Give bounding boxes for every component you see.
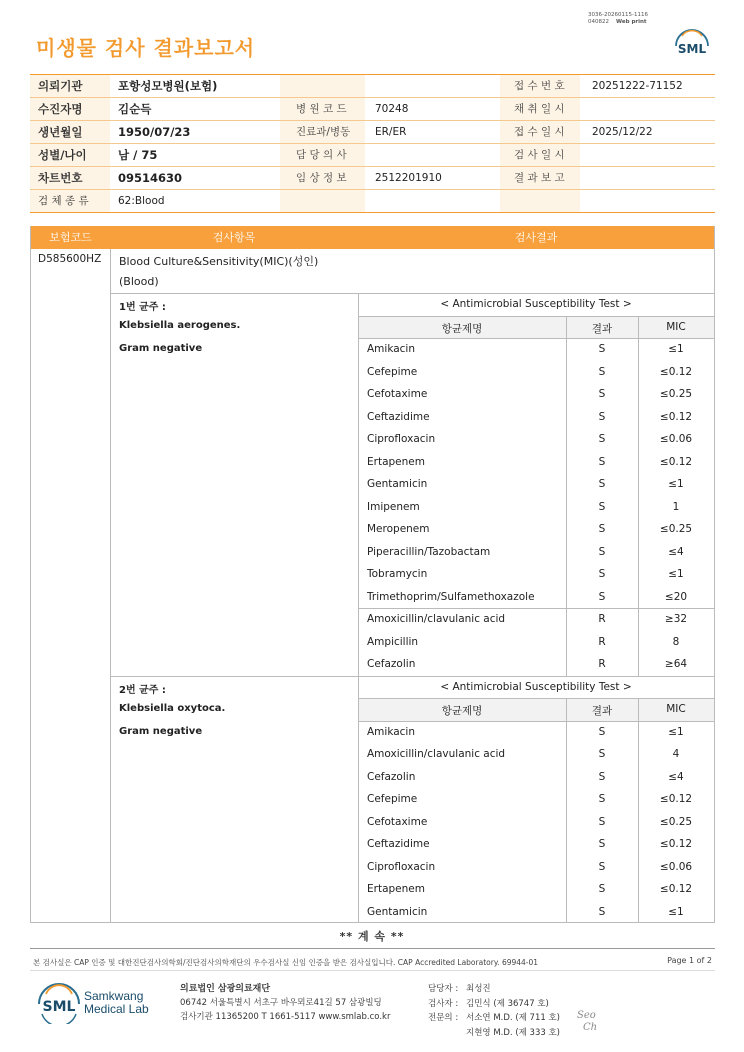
info-label: 수진자명 <box>30 98 110 120</box>
drug-result: R <box>598 635 606 648</box>
drug-mic: 4 <box>672 748 680 760</box>
info-label: 검 사 일 시 <box>500 144 580 166</box>
drug-mic: ≤0.25 <box>659 523 693 535</box>
info-value <box>375 75 495 97</box>
info-value <box>592 98 712 120</box>
sml-logo-bottom <box>36 982 82 1027</box>
drug-name: Amoxicillin/clavulanic acid <box>367 748 506 760</box>
gram-stain: Gram negative <box>119 343 203 354</box>
drug-result: S <box>598 793 606 805</box>
drug-result: S <box>598 815 606 828</box>
drug-name: Cefotaxime <box>367 815 428 828</box>
svg-text:SML: SML <box>677 42 707 56</box>
drug-name: Gentamicin <box>367 905 428 918</box>
drug-name: Amoxicillin/clavulanic acid <box>367 613 506 625</box>
drug-mic: ≤1 <box>668 343 684 355</box>
drug-result: S <box>598 478 606 490</box>
test-name: Blood Culture&Sensitivity(MIC)(성인) <box>119 255 319 268</box>
ast-title: < Antimicrobial Susceptibility Test > <box>440 680 632 693</box>
drug-result: S <box>598 410 606 423</box>
drug-result: S <box>598 500 606 513</box>
drug-name: Gentamicin <box>367 478 428 490</box>
organization-info <box>180 982 390 1024</box>
header-test-item: 검사항목 <box>212 231 256 244</box>
info-value: 김순득 <box>118 102 152 116</box>
organism-name: Klebsiella aerogenes. <box>119 320 241 331</box>
results-table <box>30 226 715 923</box>
drug-name: Ciprofloxacin <box>367 860 436 873</box>
drug-result: R <box>598 658 606 670</box>
staff-role: 전문의 : <box>428 1013 459 1023</box>
drug-mic: ≤0.25 <box>659 815 693 828</box>
col-mic-header: MIC <box>666 320 686 333</box>
drug-mic: 1 <box>672 500 680 513</box>
drug-name: Cefazolin <box>367 770 416 783</box>
physician-signature: Seo Ch <box>577 1010 598 1033</box>
staff-row <box>428 982 560 997</box>
drug-result: S <box>598 433 606 445</box>
patient-info-row <box>30 98 715 121</box>
info-value <box>375 190 495 212</box>
results-header <box>31 226 714 249</box>
drug-result: S <box>598 770 606 783</box>
info-value: ER/ER <box>375 126 407 138</box>
info-label: 채 취 일 시 <box>500 98 580 120</box>
header-test-result: 검사결과 <box>514 231 558 244</box>
drug-result: S <box>598 860 606 873</box>
isolate-label: 1번 균주 : <box>119 302 166 313</box>
drug-name: Meropenem <box>367 523 430 535</box>
drug-result: R <box>598 613 606 625</box>
drug-name: Ertapenem <box>367 883 425 895</box>
drug-mic: ≤0.12 <box>659 365 693 378</box>
col-result-header: 결과 <box>591 322 613 335</box>
drug-mic: ≤0.12 <box>659 410 693 423</box>
drug-mic: ≤1 <box>668 478 684 490</box>
drug-name: Amikacin <box>367 343 416 355</box>
info-value <box>375 144 495 166</box>
drug-result: S <box>598 590 606 603</box>
row-divider <box>110 676 714 677</box>
drug-result: S <box>598 748 606 760</box>
patient-info-row <box>30 144 715 167</box>
drug-mic: ≤0.12 <box>659 793 693 805</box>
lab-name: Samkwang Medical Lab <box>84 989 149 1016</box>
info-label: 접 수 번 호 <box>500 75 580 97</box>
header-insurance-code: 보험코드 <box>49 231 92 244</box>
info-value: 2025/12/22 <box>592 126 653 138</box>
print-code-line2: 040822 Web print <box>588 19 647 25</box>
drug-name: Ertapenem <box>367 455 425 468</box>
row-divider <box>358 608 714 609</box>
patient-info-table <box>30 74 715 213</box>
col-result-header: 결과 <box>591 705 613 717</box>
staff-list <box>428 982 560 1040</box>
footer-divider <box>30 948 715 949</box>
info-value: 1950/07/23 <box>118 125 191 139</box>
info-label: 검 체 종 류 <box>30 190 110 212</box>
print-code-line1: 3036-20260115-1116 <box>588 12 648 18</box>
staff-name: 김민식 (제 36747 호) <box>466 998 549 1009</box>
info-value: 2512201910 <box>375 172 442 184</box>
info-label: 진료과/병동 <box>280 121 365 143</box>
col-drug-header: 항균제명 <box>441 322 483 335</box>
certification-text: 본 검사실은 CAP 인증 및 대한진단검사의학회/진단검사의학재단의 우수검사실 신임 인증을 받은 검사실입니다. CAP Accredited Laboratory. 69944-01 <box>33 958 539 967</box>
drug-mic: ≤4 <box>668 545 684 558</box>
isolate-label: 2번 균주 : <box>119 684 166 696</box>
drug-mic: ≤4 <box>668 770 684 783</box>
info-value: 남 / 75 <box>118 148 158 162</box>
drug-name: Imipenem <box>367 500 420 513</box>
info-value: 70248 <box>375 103 409 115</box>
report-title: 미생물 검사 결과보고서 <box>36 36 256 60</box>
staff-name: 서소연 M.D. (제 711 호) <box>466 1013 561 1023</box>
drug-name: Tobramycin <box>367 568 428 580</box>
drug-mic: ≤0.25 <box>659 388 693 400</box>
organism-name: Klebsiella oxytoca. <box>119 702 226 714</box>
row-divider <box>110 293 714 294</box>
svg-text:SML: SML <box>42 999 76 1015</box>
drug-mic: ≤0.12 <box>659 455 693 468</box>
drug-mic: ≤0.06 <box>659 433 693 445</box>
drug-result: S <box>598 725 606 738</box>
info-label: 의뢰기관 <box>30 75 110 97</box>
info-label <box>280 190 365 212</box>
drug-result: S <box>598 568 606 580</box>
drug-mic: ≤0.12 <box>659 883 693 895</box>
column-divider <box>110 249 111 922</box>
drug-result: S <box>598 545 606 558</box>
staff-name: 지현영 M.D. (제 333 호) <box>466 1027 561 1038</box>
drug-name: Cefazolin <box>367 658 416 670</box>
drug-result: S <box>598 455 606 468</box>
drug-mic: ≤20 <box>664 590 688 603</box>
drug-mic: ≤0.06 <box>659 860 693 873</box>
col-mic-header: MIC <box>666 703 686 715</box>
page-number: Page 1 of 2 <box>667 956 712 965</box>
info-label: 생년월일 <box>30 121 110 143</box>
staff-role: 검사자 : <box>428 998 459 1009</box>
specimen-name: (Blood) <box>119 275 159 288</box>
org-name: 의료법인 삼광의료재단 <box>180 984 271 994</box>
patient-info-row <box>30 121 715 144</box>
drug-name: Piperacillin/Tazobactam <box>367 545 491 558</box>
drug-name: Cefotaxime <box>367 388 428 400</box>
info-value <box>592 190 712 212</box>
insurance-code: D585600HZ <box>38 253 102 265</box>
staff-row <box>428 1026 560 1041</box>
drug-mic: ≤1 <box>668 905 684 918</box>
org-contact: 검사기관 11365200 T 1661-5117 www.smlab.co.kr <box>180 1012 391 1022</box>
drug-result: S <box>598 883 606 895</box>
ast-title: < Antimicrobial Susceptibility Test > <box>440 298 632 310</box>
info-label <box>500 190 580 212</box>
info-value: 62:Blood <box>118 195 165 207</box>
drug-mic: ≥64 <box>664 658 688 670</box>
info-value <box>592 167 712 189</box>
sml-logo-top <box>672 26 712 65</box>
drug-result: S <box>598 905 606 918</box>
row-divider <box>358 721 714 722</box>
info-label: 성별/나이 <box>30 144 110 166</box>
staff-row <box>428 1011 560 1026</box>
patient-info-row <box>30 167 715 190</box>
drug-result: S <box>598 838 606 850</box>
info-label: 임 상 정 보 <box>280 167 365 189</box>
drug-mic: ≤1 <box>668 568 684 580</box>
gram-stain: Gram negative <box>119 725 203 737</box>
info-label: 결 과 보 고 <box>500 167 580 189</box>
patient-info-row <box>30 190 715 213</box>
info-value: 20251222-71152 <box>592 80 683 92</box>
drug-name: Ampicillin <box>367 635 419 648</box>
info-value: 09514630 <box>118 171 183 185</box>
info-label <box>280 75 365 97</box>
drug-result: S <box>598 365 606 378</box>
info-label: 담 당 의 사 <box>280 144 365 166</box>
drug-mic: ≥32 <box>664 613 688 625</box>
continued-note: ** 계 속 ** <box>339 930 405 943</box>
staff-role: 담당자 : <box>428 984 459 994</box>
staff-name: 최성진 <box>466 984 491 994</box>
drug-result: S <box>598 388 606 400</box>
row-divider <box>358 338 714 339</box>
drug-mic: ≤0.12 <box>659 838 693 850</box>
drug-mic: 8 <box>672 635 680 648</box>
drug-name: Ceftazidime <box>367 838 430 850</box>
drug-name: Trimethoprim/Sulfamethoxazole <box>367 590 535 603</box>
drug-name: Cefepime <box>367 793 418 805</box>
drug-result: S <box>598 343 606 355</box>
info-value <box>592 144 712 166</box>
info-label: 차트번호 <box>30 167 110 189</box>
print-code <box>588 12 684 26</box>
org-address: 06742 서울특별시 서초구 바우뫼로41길 57 삼광빌딩 <box>180 998 382 1008</box>
drug-name: Ceftazidime <box>367 410 430 423</box>
col-drug-header: 항균제명 <box>441 705 483 717</box>
drug-mic: ≤1 <box>668 725 684 738</box>
info-label: 병 원 코 드 <box>280 98 365 120</box>
staff-row <box>428 997 560 1012</box>
patient-info-row <box>30 75 715 98</box>
footer-divider-2 <box>30 970 715 971</box>
info-label: 접 수 일 시 <box>500 121 580 143</box>
drug-name: Amikacin <box>367 725 416 738</box>
drug-name: Cefepime <box>367 365 418 378</box>
drug-result: S <box>598 523 606 535</box>
drug-name: Ciprofloxacin <box>367 433 436 445</box>
info-value: 포항성모병원(보험) <box>118 79 218 93</box>
